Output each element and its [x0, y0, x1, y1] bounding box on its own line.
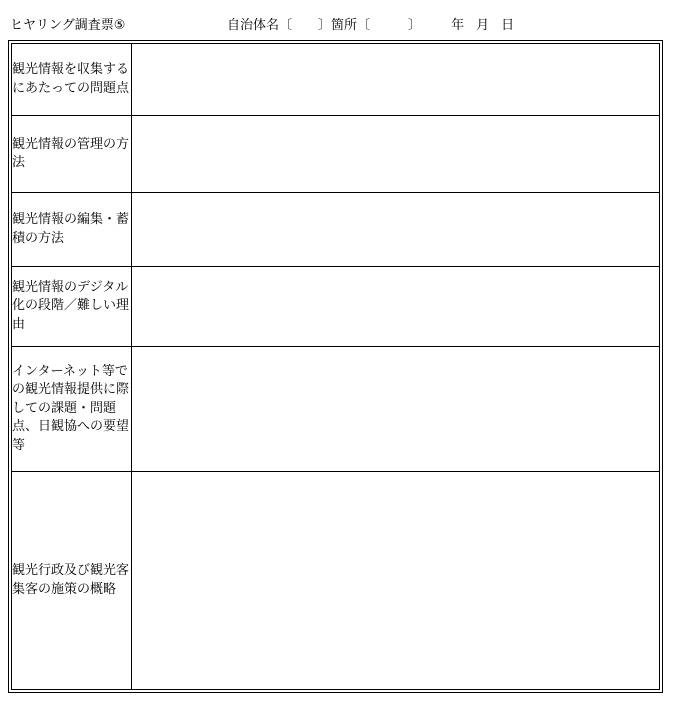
department-label: 箇所〔	[331, 18, 371, 33]
form-meta	[227, 16, 514, 36]
answer-field[interactable]	[132, 472, 660, 690]
month-label: 月	[476, 18, 490, 33]
answer-field[interactable]	[132, 44, 660, 116]
survey-frame	[8, 40, 663, 693]
table-row	[12, 44, 660, 116]
table-row	[12, 267, 660, 347]
question-label: 観光行政及び観光客集客の施策の概略	[12, 472, 132, 690]
table-row	[12, 116, 660, 193]
answer-field[interactable]	[132, 193, 660, 267]
survey-table	[11, 43, 660, 690]
year-label: 年	[451, 18, 465, 33]
answer-field[interactable]	[132, 116, 660, 193]
answer-field[interactable]	[132, 267, 660, 347]
municipality-close: 〕	[318, 18, 332, 33]
answer-field[interactable]	[132, 347, 660, 472]
question-label: 観光情報の管理の方法	[12, 116, 132, 193]
question-label: 観光情報のデジタル化の段階／難しい理由	[12, 267, 132, 347]
form-header	[0, 16, 681, 36]
question-label: 観光情報を収集するにあたっての問題点	[12, 44, 132, 116]
table-row	[12, 193, 660, 267]
table-row	[12, 472, 660, 690]
day-label: 日	[501, 18, 515, 33]
table-row	[12, 347, 660, 472]
department-close: 〕	[408, 18, 422, 33]
form-title: ヒヤリング調査票⑤	[10, 18, 126, 33]
municipality-label: 自治体名〔	[227, 18, 293, 33]
question-label: インターネット等での観光情報提供に際しての課題・問題点、日観協への要望等	[12, 347, 132, 472]
question-label: 観光情報の編集・蓄積の方法	[12, 193, 132, 267]
